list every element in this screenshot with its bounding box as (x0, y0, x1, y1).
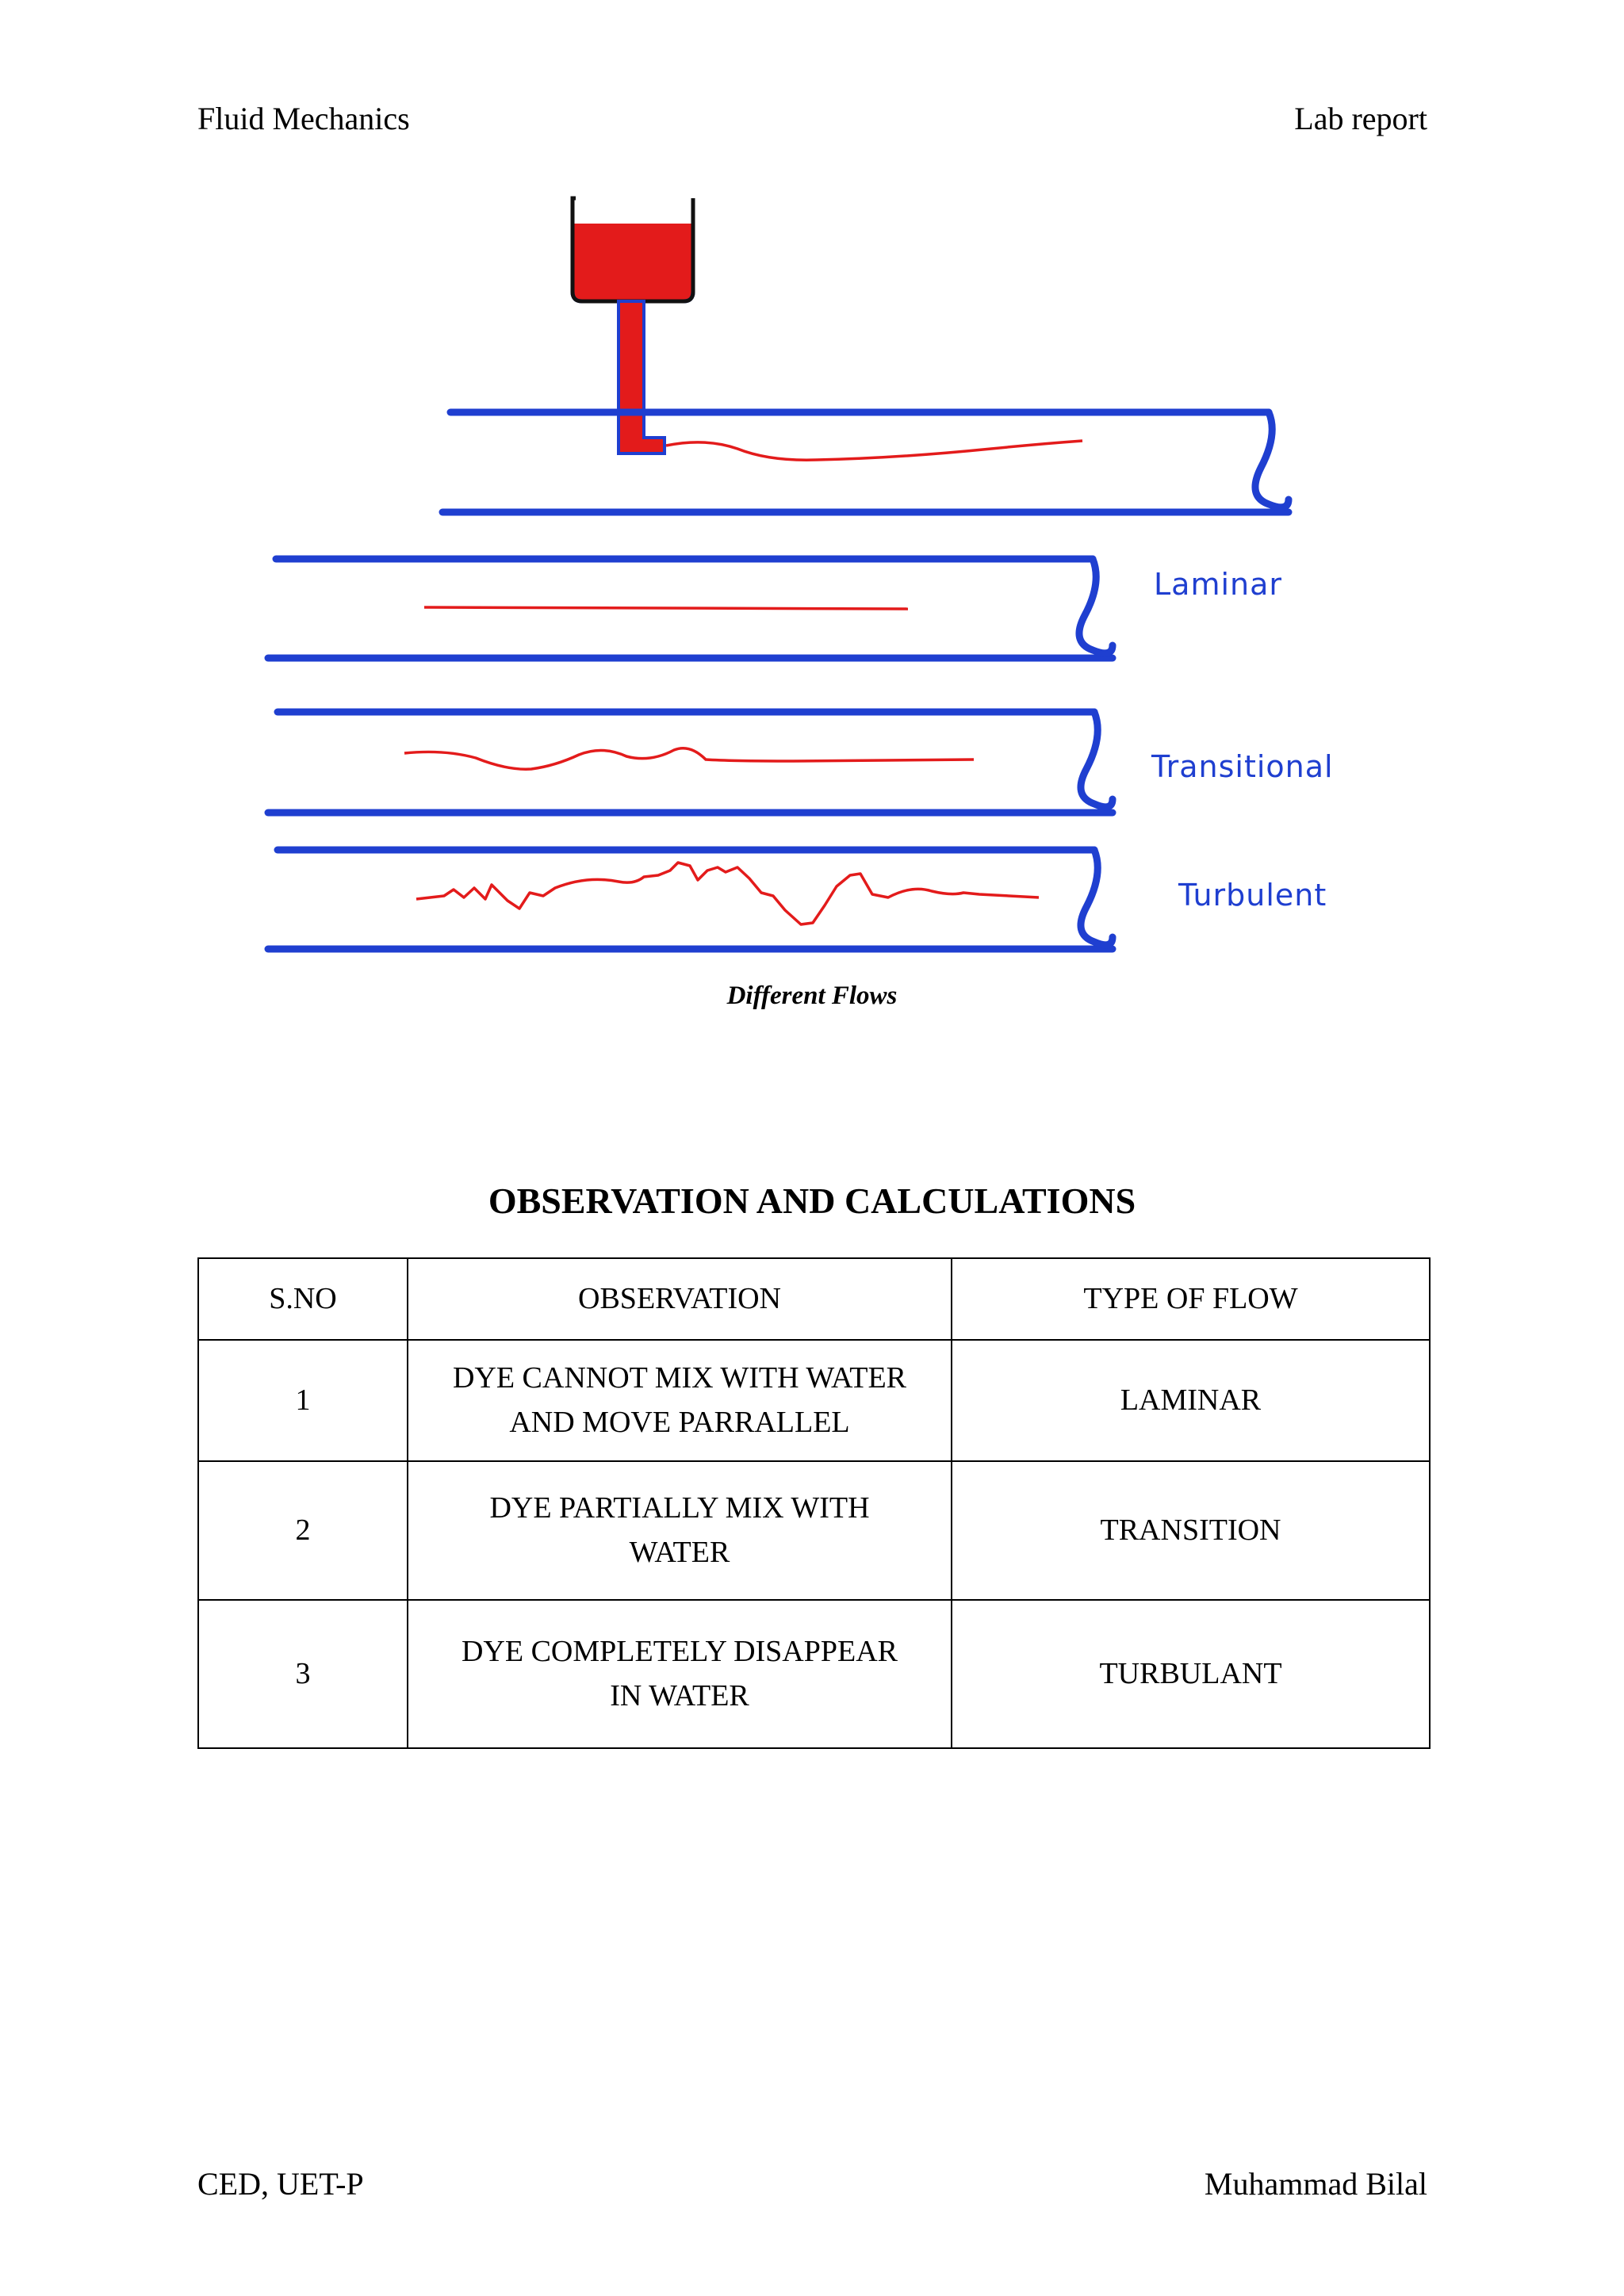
header-sno: S.NO (198, 1258, 408, 1340)
laminar-dye-streak (424, 607, 908, 609)
table-header-row (198, 1258, 1430, 1340)
label-turbulent: Turbulent (1178, 878, 1327, 913)
table-row (198, 1461, 1430, 1600)
cell-sno: 1 (198, 1340, 408, 1461)
injected-dye-streak (666, 441, 1082, 460)
cell-observation (408, 1461, 952, 1600)
observation-line: DYE PARTIALLY MIX WITH (489, 1491, 870, 1525)
table-row (198, 1340, 1430, 1461)
transitional-pipe (268, 712, 1113, 813)
figure-caption: Different Flows (726, 982, 898, 1010)
observation-line: DYE CANNOT MIX WITH WATER (452, 1361, 907, 1395)
cell-flow-type: LAMINAR (952, 1340, 1430, 1461)
observation-table (197, 1257, 1431, 1749)
injection-pipe (442, 412, 1289, 512)
footer-author: Muhammad Bilal (1204, 2166, 1427, 2202)
label-transitional: Transitional (1151, 749, 1334, 784)
header-course-title: Fluid Mechanics (197, 101, 410, 136)
section-title: OBSERVATION AND CALCULATIONS (488, 1181, 1136, 1221)
flow-types-figure (0, 0, 1624, 967)
observation-line: DYE COMPLETELY DISAPPEAR (461, 1635, 898, 1669)
turbulent-dye-streak (416, 863, 1039, 924)
header-observation: OBSERVATION (408, 1258, 952, 1340)
cell-sno: 2 (198, 1461, 408, 1600)
cell-observation (408, 1340, 952, 1461)
cell-sno: 3 (198, 1600, 408, 1748)
footer-department: CED, UET-P (197, 2166, 364, 2202)
observation-line: WATER (629, 1535, 730, 1569)
table-row (198, 1600, 1430, 1748)
observation-line: AND MOVE PARRALLEL (509, 1405, 850, 1439)
label-laminar: Laminar (1154, 567, 1283, 602)
transitional-dye-streak (404, 748, 974, 770)
observation-line: IN WATER (610, 1678, 749, 1712)
cell-observation (408, 1600, 952, 1748)
cell-flow-type: TURBULANT (952, 1600, 1430, 1748)
cell-flow-type: TRANSITION (952, 1461, 1430, 1600)
header-type-of-flow: TYPE OF FLOW (952, 1258, 1430, 1340)
header-report-type: Lab report (1294, 101, 1427, 136)
